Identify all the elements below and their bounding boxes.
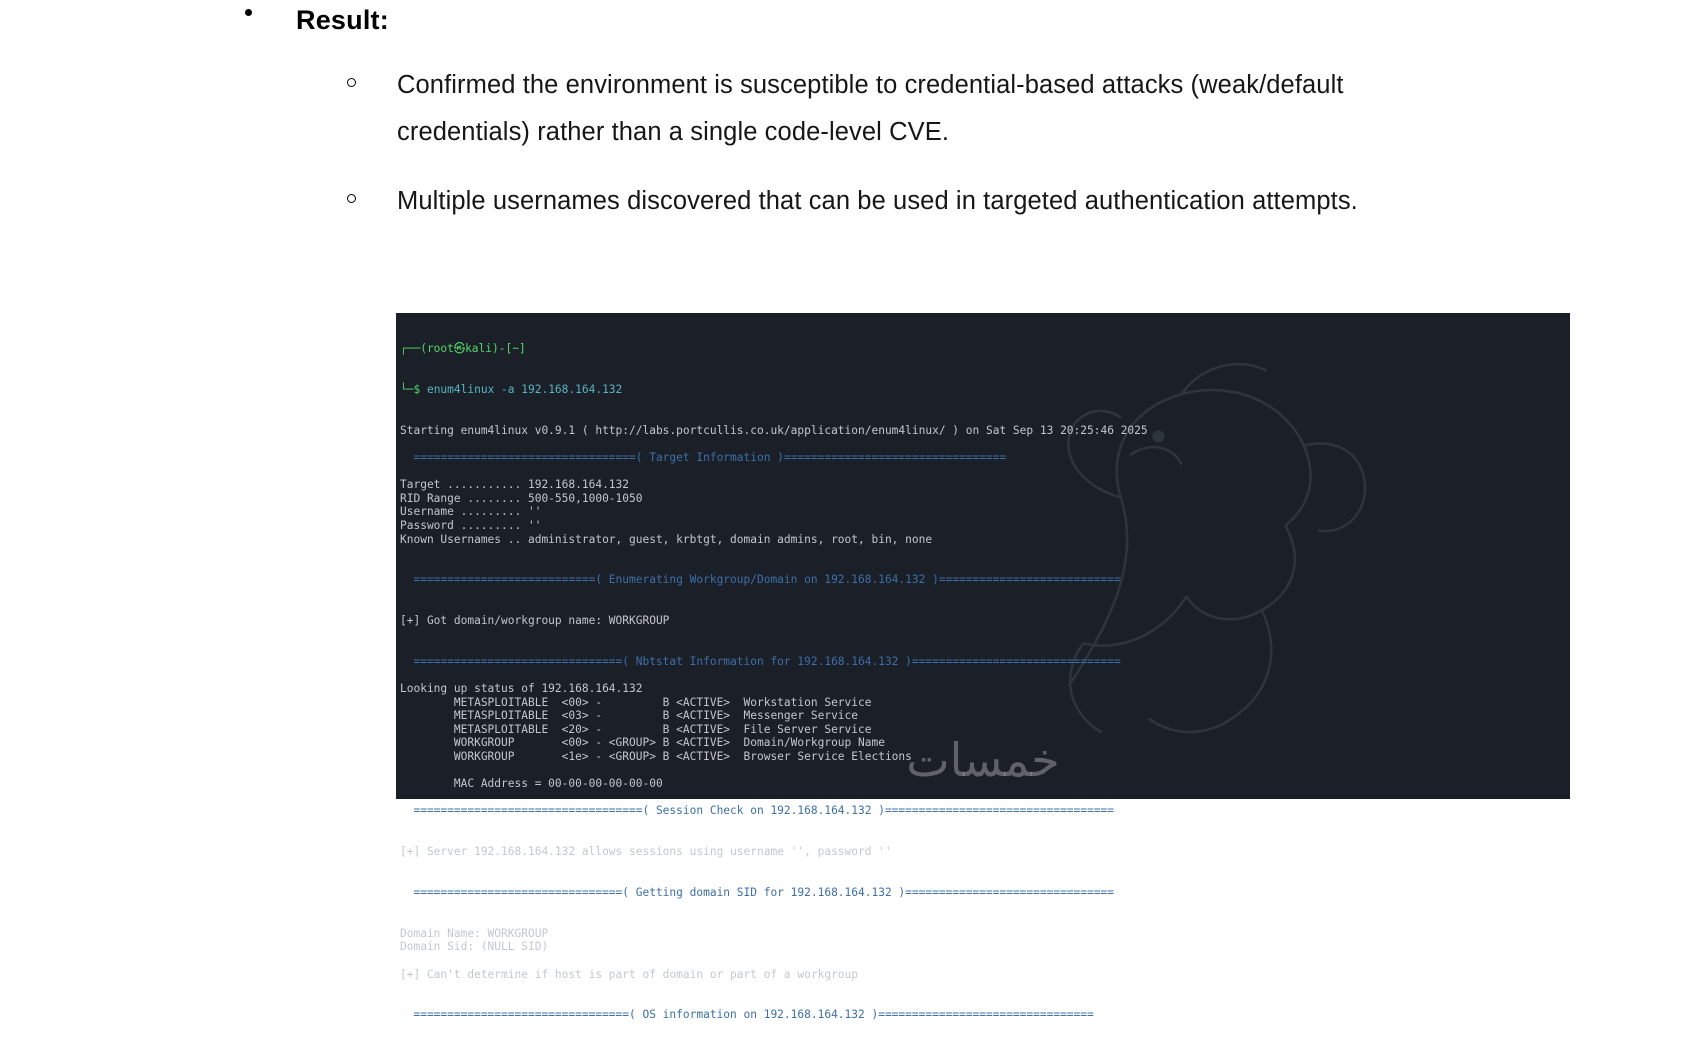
terminal-line: [+] Got domain/workgroup name: WORKGROUP: [400, 614, 670, 628]
terminal-command: enum4linux -a 192.168.164.132: [426, 382, 623, 396]
terminal-line: [+] Server 192.168.164.132 allows sessions using username '', password '': [400, 845, 892, 859]
terminal-line: [400, 791, 1148, 805]
terminal-line: WORKGROUP <00> - <GROUP> B <ACTIVE> Domain/Workgroup Name: [400, 736, 885, 750]
terminal-line: METASPLOITABLE <03> - B <ACTIVE> Messenger Service: [400, 709, 859, 723]
terminal-output: [396, 313, 1148, 1049]
bullet-circle-icon: [347, 78, 356, 87]
terminal-line: [400, 954, 1148, 968]
terminal-line: RID Range ........ 500-550,1000-1050: [400, 491, 643, 505]
terminal-line: MAC Address = 00-00-00-00-00-00: [400, 777, 663, 791]
terminal-line: Target ........... 192.168.164.132: [400, 478, 630, 492]
bullet-level1-text: Result:: [296, 5, 389, 35]
terminal-line: Looking up status of 192.168.164.132: [400, 682, 643, 696]
terminal-line: [400, 981, 1148, 995]
terminal-line: [400, 913, 1148, 927]
bullet-level2-text-1: Confirmed the environment is susceptible to credential-based attacks (weak/default credentials) rather than a single code-level CVE.: [397, 71, 1344, 146]
terminal-prompt-line1: ┌──(root㉿kali)-[~]: [400, 342, 526, 356]
terminal-line: ==================================( Session Check on 192.168.164.132 )==================================: [400, 804, 1114, 818]
terminal-line: [400, 437, 1148, 451]
terminal-line: [400, 872, 1148, 886]
terminal-line: [400, 900, 1148, 914]
terminal-line: [400, 641, 1148, 655]
terminal-line: [400, 818, 1148, 832]
khamsat-watermark: خمسات: [906, 733, 1060, 787]
bullet-dot-icon: [245, 9, 252, 16]
terminal-line: [400, 628, 1148, 642]
terminal-line: METASPLOITABLE <20> - B <ACTIVE> File Server Service: [400, 722, 872, 736]
bullet-circle-icon: [347, 194, 356, 203]
terminal-line: [400, 995, 1148, 1009]
terminal-line: [400, 465, 1148, 479]
terminal-prompt-line2: [400, 383, 1148, 397]
bullet-level1-result: [0, 0, 1699, 40]
terminal-line: ===========================( Enumerating Workgroup/Domain on 192.168.164.132 )===========================: [400, 573, 1121, 587]
terminal-line: METASPLOITABLE <00> - B <ACTIVE> Workstation Service: [400, 695, 872, 709]
bullet-level2-text-2: Multiple usernames discovered that can be used in targeted authentication attempts.: [397, 187, 1358, 215]
terminal-window: [396, 313, 1570, 1022]
terminal-line: [400, 546, 1148, 560]
outline-list: [0, 0, 1699, 225]
terminal-line: ===============================( Getting domain SID for 192.168.164.132 )===============================: [400, 885, 1114, 899]
terminal-line: Starting enum4linux v0.9.1 ( http://labs.portcullis.co.uk/application/enum4linux/ ) on Sat Sep 13 20:25:46 2025: [400, 423, 1148, 437]
terminal-line: WORKGROUP <1e> - <GROUP> B <ACTIVE> Browser Service Elections: [400, 750, 912, 763]
bullet-level2-item-1: [0, 62, 1699, 156]
terminal-prompt-symbol: └─$: [400, 382, 427, 396]
terminal-body: [400, 424, 1148, 1022]
terminal-line: Domain Sid: (NULL SID): [400, 940, 549, 954]
terminal-line: Username ......... '': [400, 505, 542, 519]
terminal-screenshot: [396, 313, 1570, 1022]
terminal-line: [400, 668, 1148, 682]
terminal-line: [400, 764, 1148, 778]
terminal-line: ================================( OS information on 192.168.164.132 )================================: [400, 1008, 1094, 1022]
terminal-line: =================================( Target Information )=================================: [400, 450, 1007, 464]
terminal-line: Domain Name: WORKGROUP: [400, 926, 549, 940]
terminal-line: [+] Can't determine if host is part of domain or part of a workgroup: [400, 967, 859, 981]
terminal-line: [400, 600, 1148, 614]
terminal-line: [400, 587, 1148, 601]
terminal-line: Known Usernames .. administrator, guest, krbtgt, domain admins, root, bin, none: [400, 532, 933, 546]
terminal-line: [400, 859, 1148, 873]
terminal-line: [400, 560, 1148, 574]
terminal-line: ===============================( Nbtstat Information for 192.168.164.132 )===============================: [400, 654, 1121, 668]
terminal-line: Password ......... '': [400, 518, 542, 532]
bullet-level2-item-2: [0, 178, 1699, 225]
terminal-line: [400, 832, 1148, 846]
